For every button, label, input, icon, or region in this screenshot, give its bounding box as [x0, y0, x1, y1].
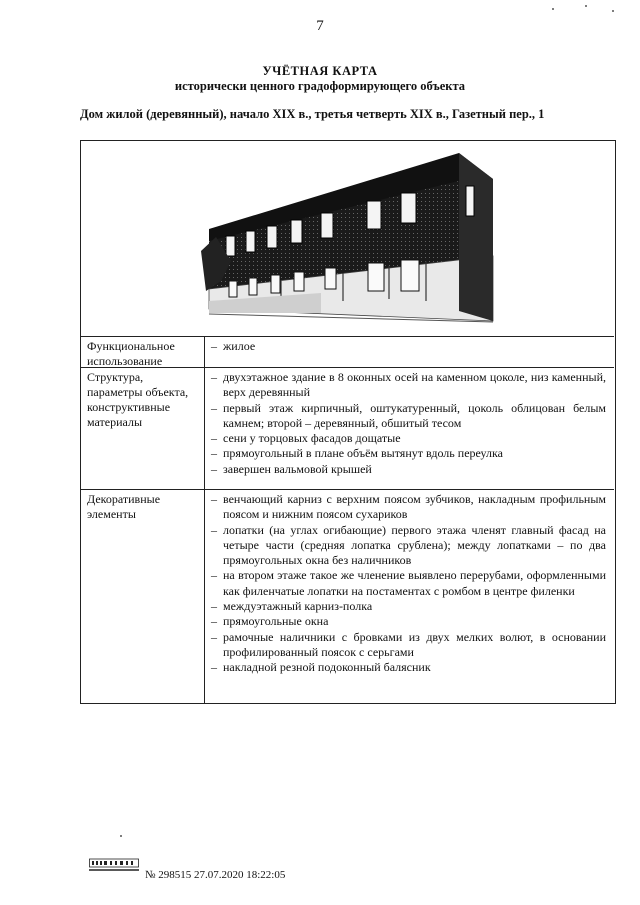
object-title: Дом жилой (деревянный), начало XIX в., третья четверть XIX в., Газетный пер., 1	[80, 107, 545, 121]
list-item: – двухэтажное здание в 8 оконных осей на каменном цоколе, низ каменный, верх деревянный	[211, 370, 606, 401]
card-subtitle: исторически ценного градоформирующего объекта	[174, 79, 466, 93]
list-item: – накладной резной подоконный балясник	[211, 660, 606, 675]
row-label: Структура, параметры объекта, конструктивные материалы	[81, 367, 205, 489]
list-item: – завершен вальмовой крышей	[211, 462, 606, 477]
photo-cell	[81, 141, 614, 337]
row-decorative	[81, 489, 614, 703]
list-item: – прямоугольный в плане объём вытянут вдоль переулка	[211, 446, 606, 461]
row-label: Декоративные элементы	[81, 489, 205, 703]
building-photo	[81, 141, 614, 336]
list-item: – лопатки (на углах огибающие) первого этажа членят главный фасад на четыре части (средняя лопатка срублена); между лопатками – по два прямоугольных окна без наличников	[211, 523, 606, 569]
row-content	[205, 336, 614, 357]
list-item: – венчающий карниз с верхним поясом зубчиков, накладным профильным поясом и нижним поясом сухариков	[211, 492, 606, 523]
record-card-table	[80, 140, 616, 704]
row-function	[81, 336, 614, 368]
list-item: – прямоугольные окна	[211, 614, 606, 629]
stamp-logo	[89, 855, 139, 873]
row-content	[205, 367, 614, 480]
list-item: – сени у торцовых фасадов дощатые	[211, 431, 606, 446]
list-item: – на втором этаже такое же членение выявлено перерубами, оформленными как филенчатые лопатки на постаментах с ромбом в центре филенки	[211, 568, 606, 599]
scan-speck	[612, 10, 614, 12]
list-item: – жилое	[211, 339, 606, 354]
scan-speck	[585, 5, 587, 7]
row-label: Функциональное использование	[81, 336, 205, 367]
list-item: – междуэтажный карниз-полка	[211, 599, 606, 614]
document-stamp-code: № 298515 27.07.2020 18:22:05	[145, 869, 286, 881]
page-number: 7	[316, 18, 324, 34]
scan-speck	[552, 8, 554, 10]
row-content	[205, 489, 614, 679]
scan-speck	[120, 835, 122, 837]
list-item: – рамочные наличники с бровками из двух мелких волют, в основании профилированный поясок с серьгами	[211, 630, 606, 661]
row-structure	[81, 367, 614, 490]
list-item: – первый этаж кирпичный, оштукатуренный, цоколь облицован белым камнем; второй – деревянный, обшитый тесом	[211, 401, 606, 432]
card-title: УЧЁТНАЯ КАРТА	[262, 64, 378, 78]
